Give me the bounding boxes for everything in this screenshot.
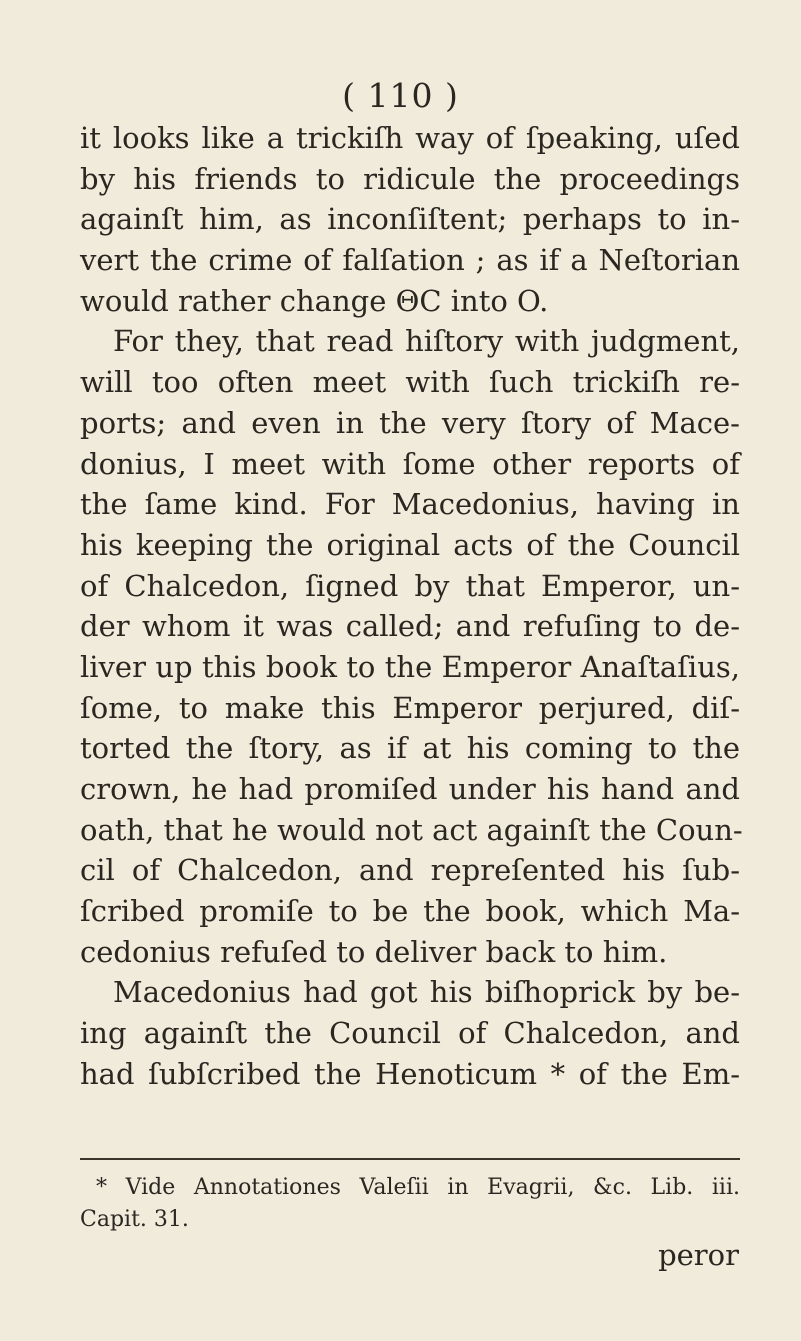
text-line: by his friends to ridicule the proceedings (80, 161, 740, 196)
text-line: torted the ſtory, as if at his coming to the (80, 731, 740, 766)
text-line: will too often meet with ſuch trickiſh re- (80, 365, 740, 400)
body-text (80, 118, 743, 1095)
text-line: liver up this book to the Emperor Anaſtaſius, (80, 649, 740, 684)
text-line: donius, I meet with ſome other reports of (80, 446, 740, 481)
text-line: ports; and even in the very ſtory of Mace- (80, 405, 740, 440)
text-line: oath, that he would not act againſt the Coun- (80, 812, 743, 847)
text-line: ſome, to make this Emperor perjured, diſ- (80, 690, 740, 725)
page-number: ( 110 ) (342, 76, 459, 115)
text-line: cil of Chalcedon, and repreſented his ſub- (80, 853, 740, 888)
text-line: would rather change ΘC into O. (80, 283, 549, 318)
text-line: Macedonius had got his biſhoprick by be- (113, 975, 740, 1010)
text-line: had ſubſcribed the Henoticum * of the Em- (80, 1056, 740, 1091)
text-line: ing againſt the Council of Chalcedon, and (80, 1016, 740, 1051)
text-line: der whom it was called; and refuſing to de- (80, 609, 740, 644)
text-line: againſt him, as inconſiſtent; perhaps to in- (80, 202, 740, 237)
footnote-line: * Vide Annotationes Valeſii in Evagrii, &c. Lib. iii. (96, 1175, 740, 1200)
text-line: vert the crime of falſation ; as if a Neſtorian (80, 243, 740, 278)
text-line: his keeping the original acts of the Council (80, 527, 740, 562)
footnote (80, 1172, 740, 1236)
text-line: of Chalcedon, ſigned by that Emperor, un- (80, 568, 740, 603)
text-line: the ſame kind. For Macedonius, having in (80, 487, 740, 522)
text-line: For they, that read hiſtory with judgment, (113, 324, 740, 359)
text-line: crown, he had promiſed under his hand and (80, 772, 740, 806)
text-line: ſcribed promiſe to be the book, which Ma- (80, 894, 740, 929)
catchword: peror (658, 1238, 739, 1272)
text-line: cedonius refuſed to deliver back to him. (80, 934, 668, 969)
footnote-line: Capit. 31. (80, 1207, 189, 1232)
footnote-rule (80, 1158, 740, 1160)
text-line: it looks like a trickiſh way of ſpeaking, uſed (80, 121, 740, 155)
